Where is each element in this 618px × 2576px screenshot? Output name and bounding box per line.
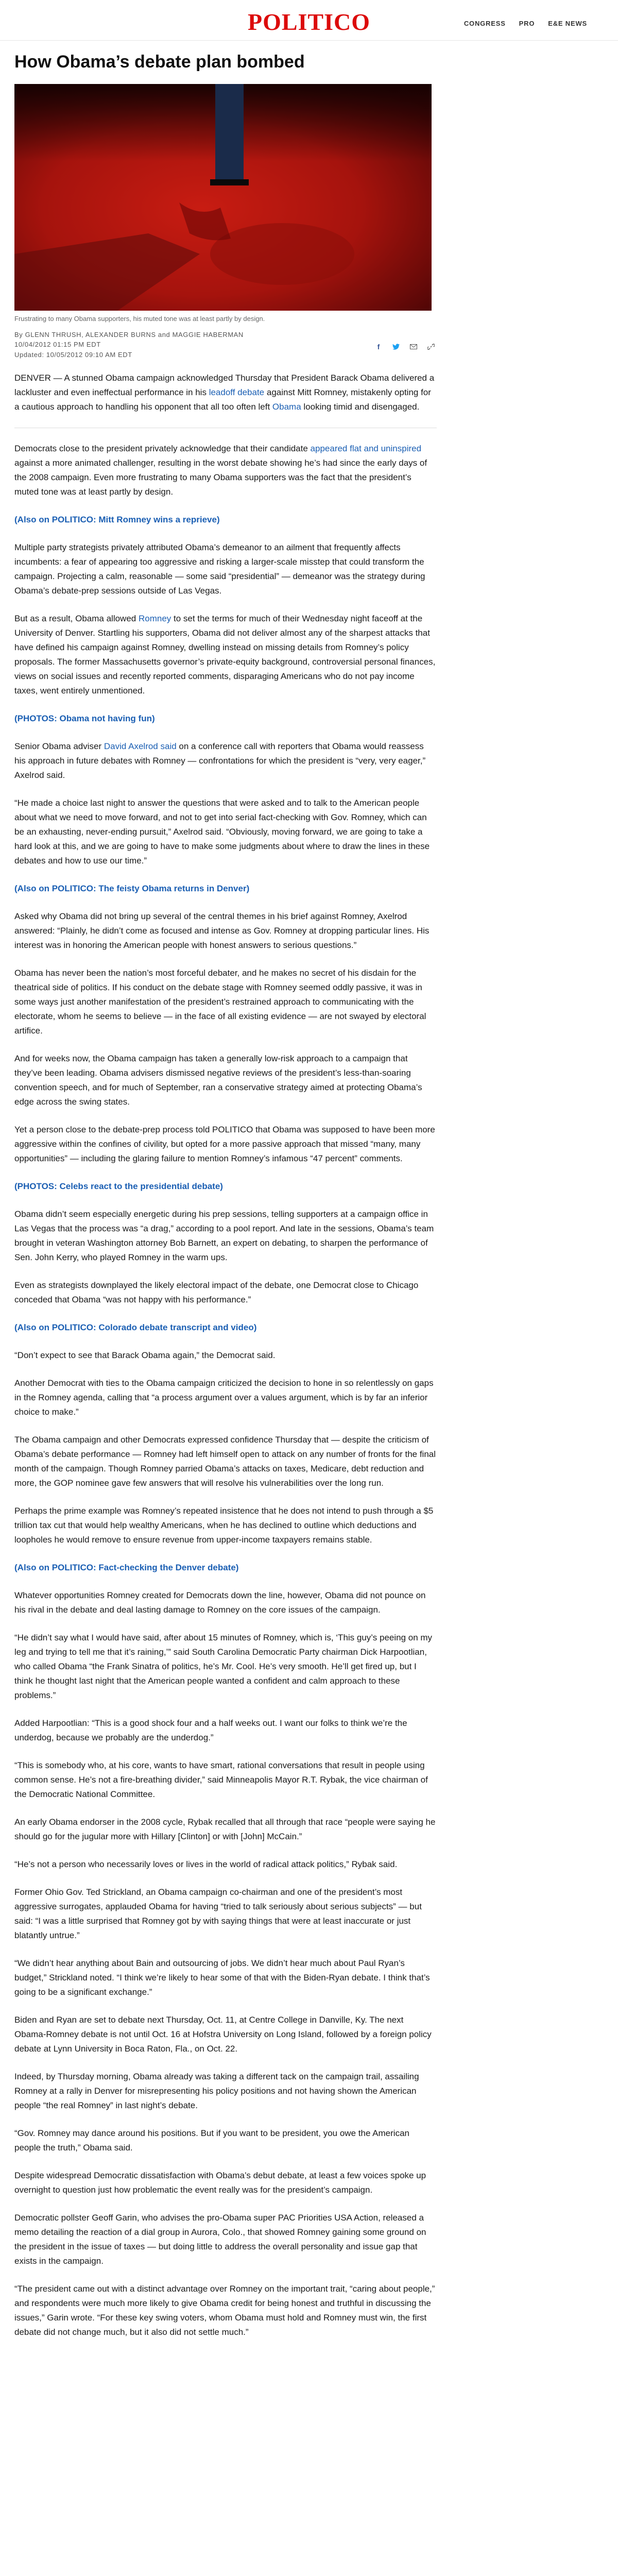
paragraph: “The president came out with a distinct advantage over Romney on the important trait, “caring about people,” and respondents were much more likely to give Obama credit for being honest and truthful in discussing the issues,” Garin wrote. “For these key swing voters, whom Obama must hold and Romney must win, the first debate did not change much, but it also did not settle much.” xyxy=(14,2283,435,2337)
email-icon[interactable] xyxy=(408,341,419,352)
article-body xyxy=(14,371,437,2340)
paragraph: Senior Obama adviser David Axelrod said on a conference call with reporters that Obama would reassess his approach in future debates with Romney — confrontations for which the president is “very, very eager,” Axelrod said. xyxy=(14,741,426,780)
link-axelrod[interactable]: David Axelrod said xyxy=(104,741,177,751)
related-link[interactable]: (Also on POLITICO: Fact-checking the Denver debate) xyxy=(14,1562,239,1572)
related-link[interactable]: (PHOTOS: Obama not having fun) xyxy=(14,713,155,723)
paragraph: Perhaps the prime example was Romney’s repeated insistence that he does not intend to push through a $5 trillion tax cut that would help wealthy Americans, when he has declined to outline which deductions and loopholes he would remove to ensure revenue from upper-income taxpayers remains stable. xyxy=(14,1505,434,1545)
related-link[interactable]: (Also on POLITICO: Colorado debate transcript and video) xyxy=(14,1322,257,1332)
paragraph: Democrats close to the president privately acknowledge that their candidate appeared flat and uninspired against a more animated challenger, resulting in the worst debate showing he’s had since the early days of the 2008 campaign. Even more frustrating to many Obama supporters was the fact that the president’s muted tone was at least partly by design. xyxy=(14,443,427,497)
site-logo[interactable]: POLITICO xyxy=(247,9,371,35)
nav-congress[interactable]: CONGRESS xyxy=(464,20,506,27)
paragraph: Indeed, by Thursday morning, Obama already was taking a different tack on the campaign trail, assailing Romney at a rally in Denver for misrepresenting his policy positions and not having shown the American people “the real Romney” in last night’s debate. xyxy=(14,2071,419,2110)
updated-date: Updated: 10/05/2012 09:10 AM EDT xyxy=(14,350,132,359)
paragraph: “This is somebody who, at his core, wants to have smart, rational conversations that result in people using common sense. He’s not a fire-breathing divider,” said Minneapolis Mayor R.T. Rybak, the vice chairman of the Democratic National Committee. xyxy=(14,1760,428,1799)
related-link[interactable]: (Also on POLITICO: Mitt Romney wins a reprieve) xyxy=(14,514,220,524)
byline-authors: By GLENN THRUSH, ALEXANDER BURNS and MAGGIE HABERMAN xyxy=(14,330,244,338)
link-leadoff-debate[interactable]: leadoff debate xyxy=(209,387,265,397)
paragraph: Whatever opportunities Romney created for Democrats down the line, however, Obama did not pounce on his rival in the debate and deal lasting damage to Romney on the core issues of the campaign. xyxy=(14,1590,426,1615)
paragraph: “Don’t expect to see that Barack Obama again,” the Democrat said. xyxy=(14,1350,276,1360)
link-romney[interactable]: Romney xyxy=(138,613,171,623)
paragraph: “He’s not a person who necessarily loves or lives in the world of radical attack politics,” Rybak said. xyxy=(14,1859,398,1869)
paragraph: Former Ohio Gov. Ted Strickland, an Obama campaign co-chairman and one of the president’s most aggressive surrogates, applauded Obama for having “tried to talk seriously about serious subjects” — but said: “I was a little surprised that Romney got by with saying things that were at least inaccurate or just blatantly untrue.” xyxy=(14,1887,422,1940)
article xyxy=(14,52,437,2353)
paragraph: Obama has never been the nation’s most forceful debater, and he makes no secret of his disdain for the theatrical side of politics. If his conduct on the debate stage with Romney seemed oddly passive, it was in some ways just another manifestation of the president’s restrained approach to communicating with the electorate, whom he seems to believe — in the face of all existing evidence — are not swayed by electoral artifice. xyxy=(14,968,426,1036)
nav-ee-news[interactable]: E&E NEWS xyxy=(548,20,587,27)
paragraph: Yet a person close to the debate-prep process told POLITICO that Obama was supposed to have been more aggressive within the confines of civility, but opted for a more passive approach that missed “many, many opportunities” — including the glaring failure to mention Romney’s infamous “47 percent” comments. xyxy=(14,1124,435,1163)
nav-pro[interactable]: PRO xyxy=(519,20,535,27)
paragraph: An early Obama endorser in the 2008 cycle, Rybak recalled that all through that race “people were saying he should go for the jugular more with Hillary [Clinton] or with [John] McCain.” xyxy=(14,1817,436,1841)
article-title: How Obama’s debate plan bombed xyxy=(14,52,305,72)
paragraph: The Obama campaign and other Democrats expressed confidence Thursday that — despite the criticism of Obama’s debate performance — Romney had left himself open to attack on any number of fronts for the final month of the campaign. Though Romney parried Obama’s attacks on taxes, Medicare, debt reduction and more, the GOP nominee gave few answers that will resolve his vulnerabilities over the long run. xyxy=(14,1434,436,1488)
paragraph: Another Democrat with ties to the Obama campaign criticized the decision to hone in so relentlessly on gaps in the Romney agenda, calling that “a process argument over a values argument, which is by far an inferior choice to make.” xyxy=(14,1378,434,1417)
facebook-icon[interactable]: f xyxy=(377,342,380,351)
paragraph: Added Harpootlian: “This is a good shock four and a half weeks out. I want our folks to think we’re the underdog, because we probably are the underdog.” xyxy=(14,1718,407,1742)
paragraph: “We didn’t hear anything about Bain and outsourcing of jobs. We didn’t hear much about Paul Ryan’s budget,” Strickland noted. “I think we’re likely to hear some of that with the Biden-Ryan debate. I think that’s going to be a significant exchange.” xyxy=(14,1958,430,1997)
twitter-icon[interactable] xyxy=(390,341,402,352)
paragraph: Asked why Obama did not bring up several of the central themes in his brief against Romney, Axelrod answered: “Plainly, he didn’t come as focused and intense as Gov. Romney at dropping particular lines. His interest was in honoring the American people with honest answers to serious questions.” xyxy=(14,911,430,950)
paragraph: “He made a choice last night to answer the questions that were asked and to talk to the American people about what we need to move forward, and not to get into serial fact-checking with Gov. Romney, which can be an exhausting, never-ending pursuit,” Axelrod said. “Obviously, moving forward, we are going to take a hard look at this, and we are going to have to make some judgments about where to draw the lines in these debates and how to use our time.” xyxy=(14,798,430,866)
related-link[interactable]: (Also on POLITICO: The feisty Obama returns in Denver) xyxy=(14,883,250,893)
paragraph: “Gov. Romney may dance around his positions. But if you want to be president, you owe the American people the truth,” Obama said. xyxy=(14,2128,409,2153)
paragraph: “He didn’t say what I would have said, after about 15 minutes of Romney, which is, ‘This guy’s peeing on my leg and trying to tell me that it’s raining,’” said South Carolina Democratic Party chairman Dick Harpootlian, who called Obama “the Frank Sinatra of politics, he’s Mr. Cool. He’s very smooth. He’ll get fired up, but I think he thought last night that the American people wanted a confident and calm approach to these problems.” xyxy=(14,1632,433,1700)
byline-row xyxy=(14,330,437,361)
paragraph: And for weeks now, the Obama campaign has taken a generally low-risk approach to a campaign that they’ve been leading. Obama advisers dismissed negative reviews of the president’s less-than-soaring convention speech, and for much of September, ran a conservative strategy aimed at protecting Obama’s edge across the swing states. xyxy=(14,1053,422,1107)
lead-photo xyxy=(14,84,432,311)
link-icon[interactable] xyxy=(425,341,437,352)
link-obama[interactable]: Obama xyxy=(272,401,301,412)
lead-photo-image xyxy=(14,84,432,311)
paragraph: Democratic pollster Geoff Garin, who advises the pro-Obama super PAC Priorities USA Action, released a memo detailing the reaction of a dial group in Aurora, Colo., that showed Romney gaining some ground on the president in the issue of taxes — but doing little to address the overall personality and issue gap that exists in the campaign. xyxy=(14,2212,426,2266)
published-date: 10/04/2012 01:15 PM EDT xyxy=(14,341,101,349)
related-link[interactable]: (PHOTOS: Celebs react to the presidential debate) xyxy=(14,1181,223,1191)
paragraph: Even as strategists downplayed the likely electoral impact of the debate, one Democrat close to Chicago conceded that Obama “was not happy with his performance.” xyxy=(14,1280,419,1304)
paragraph: DENVER — A stunned Obama campaign acknowledged Thursday that President Barack Obama delivered a lackluster and even ineffectual performance in his leadoff debate against Mitt Romney, mistakenly opting for a cautious approach to handling his opponent that all too often left Obama looking timid and disengaged. xyxy=(14,372,435,412)
top-nav xyxy=(464,20,587,27)
paragraph: Biden and Ryan are set to debate next Thursday, Oct. 11, at Centre College in Danville, Ky. The next Obama-Romney debate is not until Oct. 16 at Hofstra University on Long Island, followed by a foreign policy debate at Lynn University in Boca Raton, Fla., on Oct. 22. xyxy=(14,2014,432,2054)
paragraph: Despite widespread Democratic dissatisfaction with Obama’s debut debate, at least a few voices spoke up overnight to question just how problematic the event really was for the president’s campaign. xyxy=(14,2170,426,2195)
paragraph: Obama didn’t seem especially energetic during his prep sessions, telling supporters at a campaign office in Las Vegas that the process was “a drag,” according to a pool report. And late in the sessions, Obama’s team brought in veteran Washington attorney Bob Barnett, an expert on debating, to sharpen the performance of Sen. John Kerry, who played Romney in the warm ups. xyxy=(14,1209,434,1262)
link-flat-uninspired[interactable]: appeared flat and uninspired xyxy=(310,443,422,453)
paragraph: But as a result, Obama allowed Romney to set the terms for much of their Wednesday night faceoff at the University of Denver. Startling his supporters, Obama did not deliver almost any of the sharpest attacks that have defined his campaign against Romney, dwelling instead on missing details from Romney’s policy proposals. The former Massachusetts governor’s private-equity background, controversial personal finances, views on social issues and recently reported comments, disparaging Americans who do not pay income taxes, went entirely unmentioned. xyxy=(14,613,436,696)
site-header xyxy=(0,0,618,41)
photo-caption: Frustrating to many Obama supporters, his muted tone was at least partly by design. xyxy=(14,314,265,323)
share-bar xyxy=(373,341,437,352)
paragraph: Multiple party strategists privately attributed Obama’s demeanor to an ailment that frequently affects incumbents: a fear of appearing too aggressive and risking a larger-scale misstep that could transform the campaign. Projecting a calm, reasonable — some said “presidential” — demeanor was the strategy during Obama’s debate-prep sessions outside of Las Vegas. xyxy=(14,542,425,596)
